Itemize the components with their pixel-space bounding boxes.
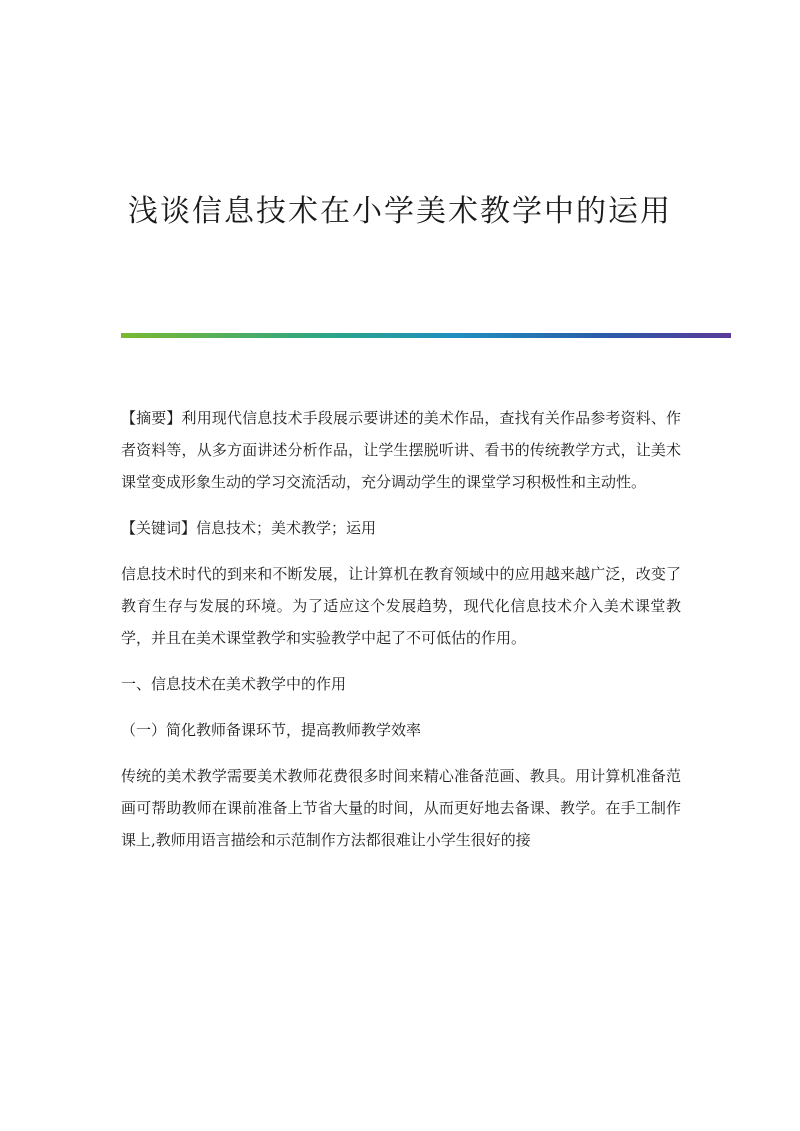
subsection-heading: （一）简化教师备课环节，提高教师教学效率 xyxy=(121,721,422,739)
document-title: 浅谈信息技术在小学美术教学中的运用 xyxy=(128,194,672,229)
document-body xyxy=(121,402,681,870)
body-paragraph: 传统的美术教学需要美术教师花费很多时间来精心准备范画、教具。用计算机准备范画可帮助教师在课前准备上节省大量的时间，从而更好地去备课、教学。在手工制作课上,教师用语言描绘和示范制作方法都很难让小学生很好的接 xyxy=(121,767,681,849)
section-heading: 一、信息技术在美术教学中的作用 xyxy=(121,675,347,693)
title-divider xyxy=(121,333,731,338)
intro-paragraph: 信息技术时代的到来和不断发展，让计算机在教育领域中的应用越来越广泛，改变了教育生存与发展的环境。为了适应这个发展趋势，现代化信息技术介入美术课堂教学，并且在美术课堂教学和实验教学中起了不可低估的作用。 xyxy=(121,565,681,647)
abstract-paragraph: 【摘要】利用现代信息技术手段展示要讲述的美术作品，查找有关作品参考资料、作者资料等，从多方面讲述分析作品，让学生摆脱听讲、看书的传统教学方式，让美术课堂变成形象生动的学习交流活动，充分调动学生的课堂学习积极性和主动性。 xyxy=(121,409,681,491)
keywords-paragraph: 【关键词】信息技术；美术教学；运用 xyxy=(121,519,377,537)
